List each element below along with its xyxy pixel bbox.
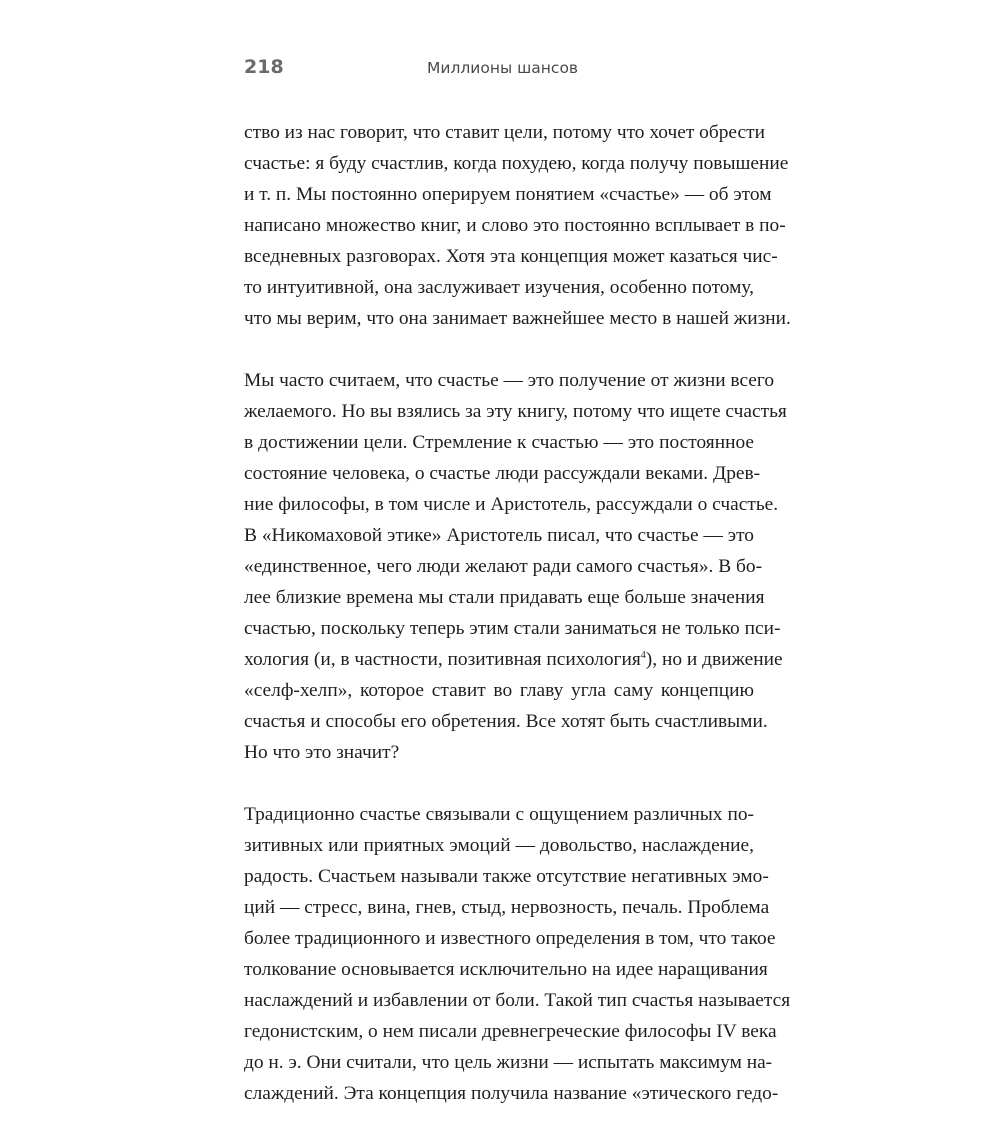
text-line: что мы верим, что она занимает важнейшее место в нашей жизни. — [244, 308, 791, 329]
text-fragment: ), но и движение — [645, 649, 783, 670]
text-line: счастью, поскольку теперь этим стали заниматься не только пси- — [244, 618, 781, 639]
text-fragment: хология (и, в частности, позитивная психология — [244, 649, 641, 670]
text-line: «селф-хелп», которое ставит во главу угла саму концепцию — [244, 680, 754, 701]
page-number: 218 — [244, 56, 284, 78]
text-line: «единственное, чего люди желают ради самого счастья». В бо- — [244, 556, 763, 577]
text-line-with-footnote — [244, 644, 783, 675]
text-line: желаемого. Но вы взялись за эту книгу, потому что ищете счастья — [244, 401, 787, 422]
text-line: ций — стресс, вина, гнев, стыд, нервозность, печаль. Проблема — [244, 897, 770, 918]
text-line: счастье: я буду счастлив, когда похудею, когда получу повышение — [244, 153, 789, 174]
text-line: зитивных или приятных эмоций — довольство, наслаждение, — [244, 835, 754, 856]
text-line: ство из нас говорит, что ставит цели, потому что хочет обрести — [244, 122, 765, 143]
text-line: вседневных разговорах. Хотя эта концепция может казаться чис- — [244, 246, 778, 267]
text-line: Но что это значит? — [244, 742, 400, 763]
text-line: Традиционно счастье связывали с ощущением различных по- — [244, 804, 754, 825]
text-line: радость. Счастьем называли также отсутствие негативных эмо- — [244, 866, 769, 887]
paragraph-1 — [244, 117, 791, 334]
text-line: толкование основывается исключительно на идее наращивания — [244, 959, 768, 980]
text-line: счастья и способы его обретения. Все хотят быть счастливыми. — [244, 711, 768, 732]
text-line: до н. э. Они считали, что цель жизни — испытать максимум на- — [244, 1052, 773, 1073]
text-line: и т. п. Мы постоянно оперируем понятием «счастье» — об этом — [244, 184, 772, 205]
text-line: то интуитивной, она заслуживает изучения, особенно потому, — [244, 277, 754, 298]
running-title: Миллионы шансов — [427, 59, 579, 77]
text-line: гедонистским, о нем писали древнегреческие философы IV века — [244, 1021, 777, 1042]
text-line: Мы часто считаем, что счастье — это получение от жизни всего — [244, 370, 775, 391]
text-line: лее близкие времена мы стали придавать еще больше значения — [244, 587, 765, 608]
paragraph-2 — [244, 365, 787, 768]
text-line: ние философы, в том числе и Аристотель, рассуждали о счастье. — [244, 494, 779, 515]
text-line: В «Никомаховой этике» Аристотель писал, что счастье — это — [244, 525, 754, 546]
body-text — [244, 117, 791, 1140]
paragraph-3 — [244, 799, 791, 1109]
text-line: в достижении цели. Стремление к счастью — это постоянное — [244, 432, 754, 453]
footnote-marker[interactable]: 4 — [640, 650, 646, 661]
text-line: наслаждений и избавлении от боли. Такой тип счастья называется — [244, 990, 791, 1011]
text-line: слаждений. Эта концепция получила название «этического гедо- — [244, 1083, 779, 1104]
text-line: более традиционного и известного определения в том, что такое — [244, 928, 776, 949]
text-line: состояние человека, о счастье люди рассуждали веками. Древ- — [244, 463, 761, 484]
text-line: написано множество книг, и слово это постоянно всплывает в по- — [244, 215, 786, 236]
